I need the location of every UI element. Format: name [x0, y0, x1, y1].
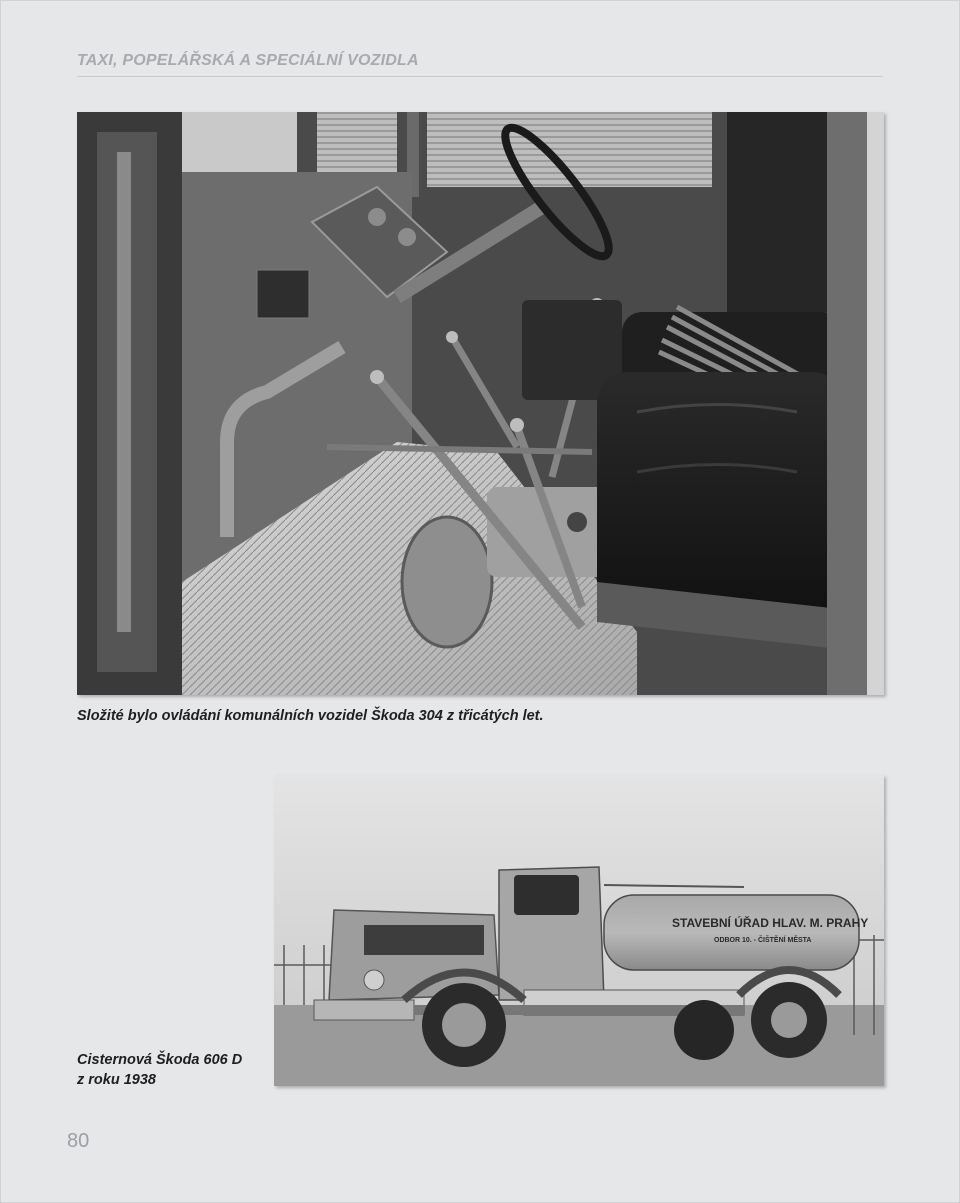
tank-lettering-sub: ODBOR 10. - ČIŠTĚNÍ MĚSTA	[714, 937, 812, 944]
cab-interior-illustration	[77, 112, 884, 695]
caption-tanker-truck	[77, 1050, 267, 1090]
caption-cab-interior: Složité bylo ovládání komunálních vozidel Škoda 304 z třicátých let.	[77, 708, 544, 724]
tanker-truck-photo	[274, 775, 884, 1086]
tank-lettering-main: STAVEBNÍ ÚŘAD HLAV. M. PRAHY	[672, 916, 869, 930]
page-number: 80	[67, 1130, 90, 1152]
cab-interior-photo	[77, 112, 884, 695]
running-header: TAXI, POPELÁŘSKÁ A SPECIÁLNÍ VOZIDLA	[77, 52, 419, 69]
header-rule	[77, 76, 883, 77]
caption-tanker-line-2: z roku 1938	[77, 1072, 156, 1088]
tanker-truck-illustration	[274, 775, 884, 1086]
caption-tanker-line-1: Cisternová Škoda 606 D	[77, 1052, 243, 1068]
